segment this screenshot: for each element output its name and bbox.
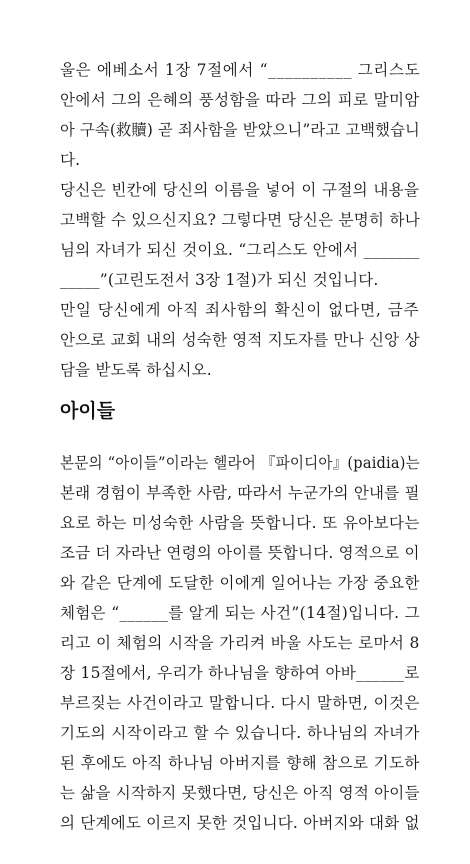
text-line: 기도의 시작이라고 할 수 있습니다. 하나님의 자녀가 [60,724,420,742]
text-line: 고백할 수 있으신지요? 그렇다면 당신은 분명히 하나 [60,211,420,229]
text-line: 부르짖는 사건이라고 말합니다. 다시 말하면, 이것은 [60,694,420,712]
text-line: 본문의 “아이들”이라는 헬라어 『파이디아』(paidia)는 [60,454,420,472]
text-line: 안에서 그의 은혜의 풍성함을 따라 그의 피로 말미암 [60,91,420,109]
text-line: 와 같은 단계에 도달한 이에게 일어나는 가장 중요한 [60,574,420,592]
text-line: 요로 하는 미성숙한 사람을 뜻합니다. 또 유아보다는 [60,514,420,532]
text-line: 된 후에도 아직 하나님 아버지를 향해 참으로 기도하 [60,754,420,772]
text-line: 당신은 빈칸에 당신의 이름을 넣어 이 구절의 내용을 [60,181,420,199]
text-line: _____”(고린도전서 3장 1절)가 되신 것입니다. [60,271,379,289]
text-line: 체험은 “______를 알게 되는 사건”(14절)입니다. 그 [60,604,421,622]
text-line: 만일 당신에게 아직 죄사함의 확신이 없다면, 금주 [60,301,420,319]
text-line: 장 15절에서, 우리가 하나님을 향하여 아바______로 [60,664,420,682]
text-line: 는 삶을 시작하지 못했다면, 당신은 아직 영적 아이들 [60,784,420,802]
text-line: 다. [60,151,81,169]
text-line: 본래 경험이 부족한 사람, 따라서 누군가의 안내를 필 [60,484,420,502]
text-line: 리고 이 체험의 시작을 가리켜 바울 사도는 로마서 8 [60,634,420,652]
text-line: 울은 에베소서 1장 7절에서 “__________ 그리스도 [60,61,421,79]
text-line: 담을 받도록 하십시오. [60,361,212,379]
section-heading: 아이들 [60,400,116,422]
text-line: 아 구속(救贖) 곧 죄사함을 받았으니”라고 고백했습니 [60,121,420,139]
text-line: 안으로 교회 내의 성숙한 영적 지도자를 만나 신앙 상 [60,331,420,349]
text-line: 조금 더 자라난 연령의 아이를 뜻합니다. 영적으로 이 [60,544,420,562]
text-line: 님의 자녀가 되신 것이요. “그리스도 안에서 _______ [60,241,420,259]
text-line: 의 단계에도 이르지 못한 것입니다. 아버지와 대화 없 [60,814,420,832]
